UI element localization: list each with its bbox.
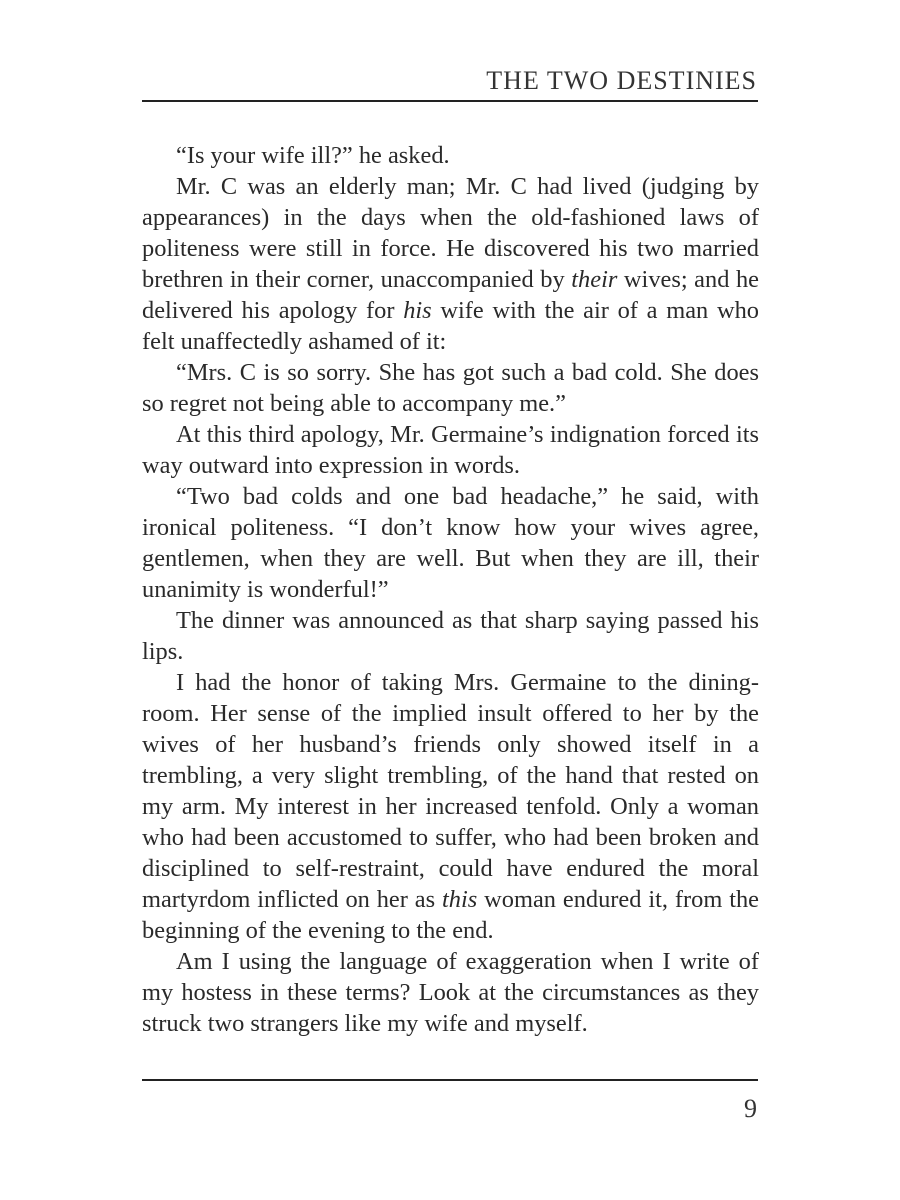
paragraph xyxy=(142,946,759,1039)
footer-rule xyxy=(142,1079,758,1081)
text-segment: The dinner was announced as that sharp saying passed his lips. xyxy=(142,607,759,665)
paragraph xyxy=(142,171,759,357)
text-segment: I had the honor of taking Mrs. Germaine to the dining-room. Her sense of the implied insult offered to her by the wives of her husband’s friends only showed itself in a trembling, a very slight trembling, of the hand that rested on my arm. My interest in her increased tenfold. Only a woman who had been accustomed to suffer, who had been broken and disciplined to self-restraint, could have endured the moral martyrdom inflicted on her as xyxy=(142,669,759,913)
italic-word: this xyxy=(442,886,478,913)
text-segment: woman endured it, from the beginning of the evening to the end. xyxy=(142,886,759,944)
text-segment: wife with the air of a man who felt unaffectedly ashamed of it: xyxy=(142,297,759,355)
running-head: THE TWO DESTINIES xyxy=(486,66,757,95)
text-segment: Am I using the language of exaggeration when I write of my hostess in these terms? Look at the circumstances as they struck two strangers like my wife and myself. xyxy=(142,948,759,1037)
paragraph xyxy=(142,481,759,605)
text-segment: “Two bad colds and one bad headache,” he said, with ironical politeness. “I don’t know how your wives agree, gentlemen, when they are well. But when they are ill, their unanimity is wonderful!” xyxy=(142,483,759,603)
text-segment: wives; and he delivered his apology for xyxy=(142,266,760,324)
body-text xyxy=(142,140,759,1039)
paragraph xyxy=(142,357,759,419)
italic-word: his xyxy=(403,297,432,324)
paragraph xyxy=(142,419,759,481)
text-segment: Mr. C was an elderly man; Mr. C had lived (judging by appearances) in the days when the old-fashioned laws of politeness were still in force. He discovered his two married brethren in their corner, unaccompanied by xyxy=(142,173,759,293)
paragraph xyxy=(142,140,759,171)
text-segment: “Mrs. C is so sorry. She has got such a bad cold. She does so regret not being able to accompany me.” xyxy=(142,359,759,417)
italic-word: their xyxy=(571,266,618,293)
paragraph xyxy=(142,605,759,667)
header-rule xyxy=(142,100,758,102)
text-segment: “Is your wife ill?” he asked. xyxy=(176,142,450,169)
text-segment: At this third apology, Mr. Germaine’s indignation forced its way outward into expression in words. xyxy=(142,421,759,479)
page-number: 9 xyxy=(744,1094,757,1123)
paragraph xyxy=(142,667,759,946)
